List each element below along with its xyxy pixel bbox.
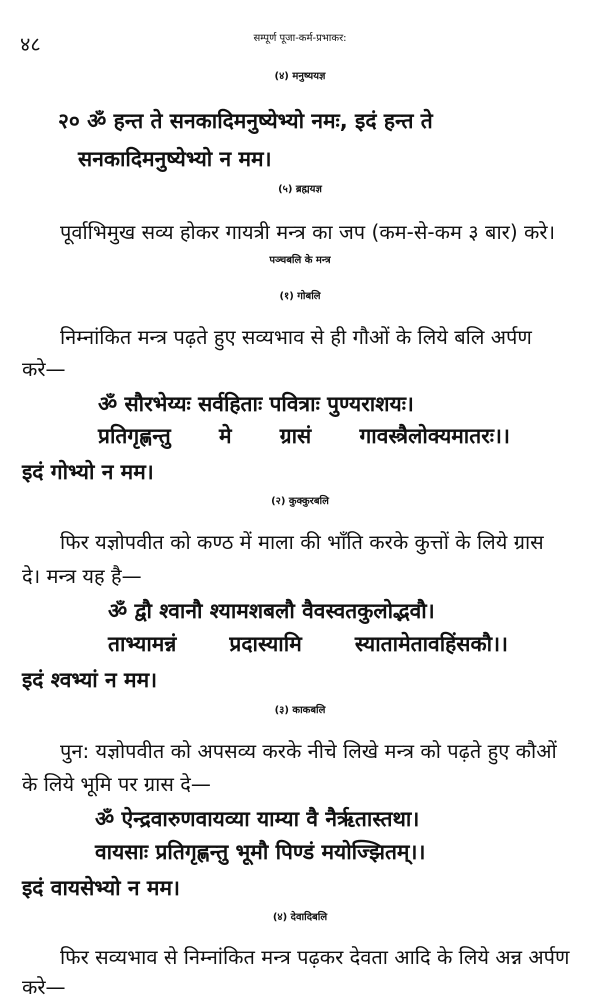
heading-devadi-bali: (४) देवादिबलि	[272, 912, 328, 923]
mantra-word: ग्रासं	[279, 424, 312, 448]
mantra-gobali-line2	[98, 422, 510, 450]
mantra-manushya-line2: सनकादिमनुष्येभ्यो न मम।	[78, 147, 272, 171]
heading-kukkura-bali: (२) कुक्कुरबलि	[271, 496, 329, 507]
closing-kaka: इदं वायसेभ्यो न मम।	[22, 876, 180, 900]
heading-kaka-bali: (३) काकबलि	[274, 705, 326, 716]
text-devadi-line2: करे—	[22, 975, 66, 999]
text-kukkura-line1: फिर यज्ञोपवीत को कण्ठ में माला की भाँति करके कुत्तों के लिये ग्रास	[60, 530, 544, 554]
text-gobali-line1: निम्नांकित मन्त्र पढ़ते हुए सव्यभाव से ही गौओं के लिये बलि अर्पण	[60, 325, 532, 349]
mantra-word: प्रदास्यामि	[229, 632, 302, 656]
text-brahma-yajna: पूर्वाभिमुख सव्य होकर गायत्री मन्त्र का जप (कम-से-कम ३ बार) करे।	[60, 220, 556, 244]
text-devadi-line1: फिर सव्यभाव से निम्नांकित मन्त्र पढ़कर देवता आदि के लिये अन्न अर्पण	[60, 945, 570, 969]
heading-brahma-yajna: (५) ब्रह्मयज्ञ	[278, 184, 322, 195]
mantra-word: मे	[218, 424, 232, 448]
closing-kukkura: इदं श्वभ्यां न मम।	[22, 668, 158, 692]
heading-manushya-yajna: (४) मनुष्ययज्ञ	[274, 71, 326, 82]
running-title: सम्पूर्ण पूजा-कर्म-प्रभाकर:	[253, 33, 347, 44]
text-gobali-line2: करे—	[22, 357, 66, 381]
mantra-word: प्रतिगृह्णन्तु	[98, 424, 171, 448]
mantra-kukkura-line1: ॐ द्वौ श्वानौ श्यामशबलौ वैवस्वतकुलोद्भवौ।	[108, 599, 435, 623]
mantra-gobali-line1: ॐ सौरभेय्यः सर्वहिताः पवित्राः पुण्यराशयः।	[98, 392, 414, 416]
mantra-word: स्यातामेतावहिंसकौ।।	[354, 632, 508, 656]
page-number: ४८	[20, 32, 41, 56]
mantra-kaka-line1: ॐ ऐन्द्रवारुणवायव्या याम्या वै नैर्ऋतास्तथा।	[95, 807, 420, 831]
heading-gobali: (१) गोबलि	[279, 291, 321, 302]
mantra-word: गावस्त्रैलोक्यमातरः।।	[359, 424, 510, 448]
text-kaka-line2: के लिये भूमि पर ग्रास दे—	[22, 772, 211, 796]
text-kukkura-line2: दे। मन्त्र यह है—	[22, 564, 142, 588]
mantra-kaka-line2: वायसाः प्रतिगृह्णन्तु भूमौ पिण्डं मयोज्झितम्।।	[95, 840, 426, 864]
mantra-word: ताभ्यामन्नं	[108, 632, 177, 656]
closing-gobali: इदं गोभ्यो न मम।	[22, 460, 154, 484]
panchabali-title: पञ्चबलि के मन्त्र	[269, 255, 331, 266]
text-kaka-line1: पुन: यज्ञोपवीत को अपसव्य करके नीचे लिखे मन्त्र को पढ़ते हुए कौओं	[60, 739, 557, 763]
mantra-manushya-line1: २० ॐ हन्त ते सनकादिमनुष्येभ्यो नमः, इदं हन्त ते	[58, 109, 433, 133]
mantra-kukkura-line2	[108, 630, 508, 658]
